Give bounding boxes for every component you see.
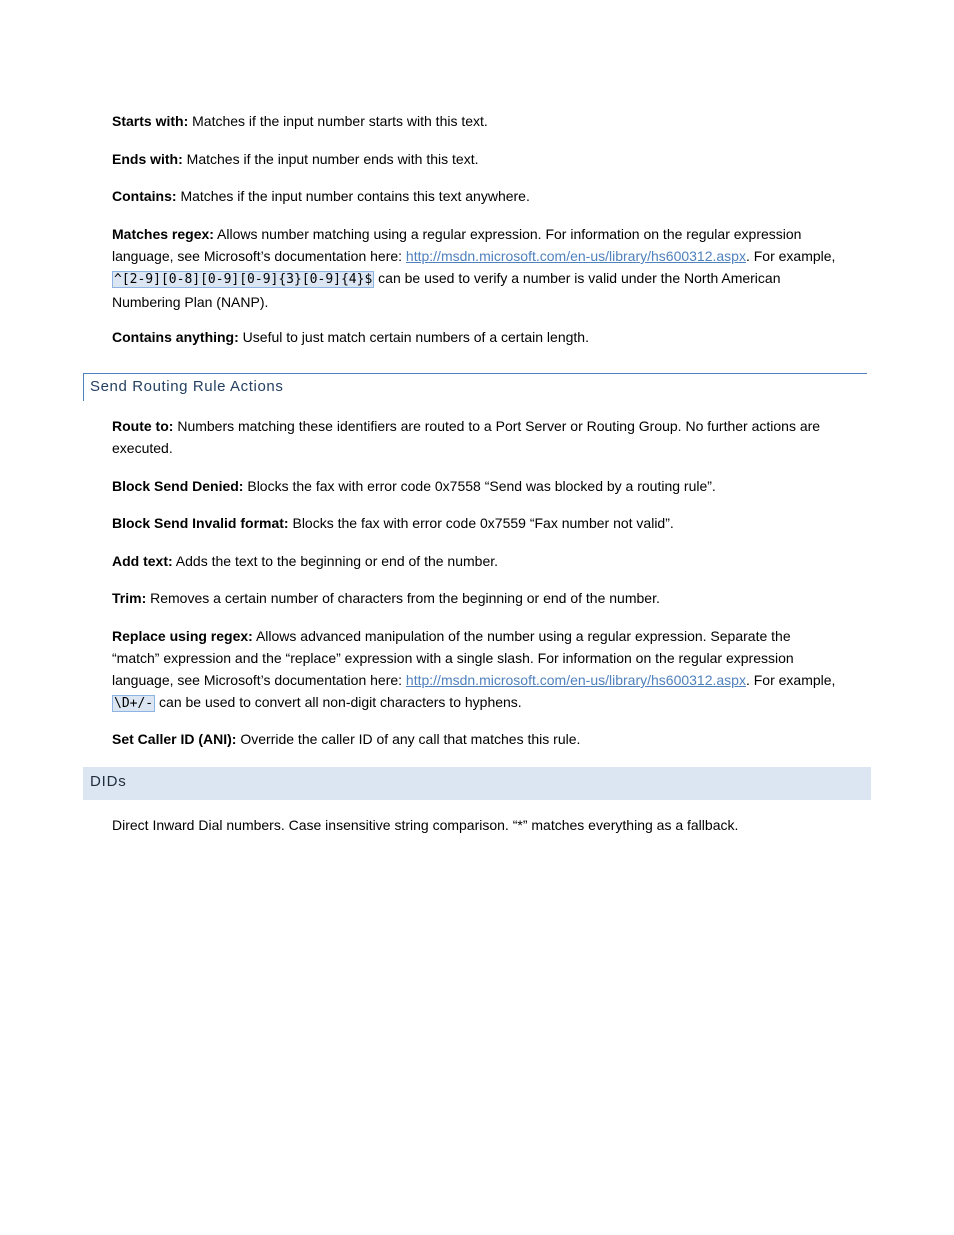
term-label: Route to: — [112, 418, 174, 434]
term-description: Blocks the fax with error code 0x7558 “Send was blocked by a routing rule”. — [243, 478, 716, 494]
term-label: Starts with: — [112, 113, 189, 129]
term-description: Removes a certain number of characters from the beginning or end of the number. — [146, 590, 660, 606]
term-description: Matches if the input number ends with this text. — [182, 151, 479, 167]
heading-text: DIDs — [90, 773, 127, 790]
block-send-denied-paragraph — [112, 475, 840, 497]
msdn-regex-link[interactable]: http://msdn.microsoft.com/en-us/library/hs600312.aspx — [405, 248, 746, 264]
term-label: Set Caller ID (ANI): — [112, 731, 237, 747]
term-description: Adds the text to the beginning or end of the number. — [172, 553, 499, 569]
contains-anything-paragraph — [112, 326, 840, 348]
replace-regex-code: \D+/- — [114, 696, 154, 711]
dids-heading — [83, 767, 871, 800]
trim-paragraph — [112, 587, 840, 609]
term-label: Matches regex: — [112, 226, 214, 242]
term-description: Useful to just match certain numbers of a certain length. — [238, 329, 589, 345]
dids-description: Direct Inward Dial numbers. Case insensitive string comparison. “*” matches everything as a fallback. — [112, 817, 739, 833]
replace-using-regex-paragraph — [112, 625, 840, 715]
starts-with-paragraph — [112, 110, 840, 132]
term-label: Ends with: — [112, 151, 183, 167]
set-caller-id-paragraph — [112, 728, 840, 750]
ends-with-paragraph — [112, 148, 840, 170]
term-label: Block Send Invalid format: — [112, 515, 289, 531]
term-description: can be used to convert all non-digit characters to hyphens. — [155, 694, 522, 710]
term-description: Numbers matching these identifiers are routed to a Port Server or Routing Group. No further actions are executed. — [112, 418, 821, 456]
term-description: . For example, — [745, 672, 836, 688]
term-description: Matches if the input number starts with this text. — [188, 113, 488, 129]
dids-paragraph — [112, 814, 840, 836]
msdn-regex-link[interactable]: http://msdn.microsoft.com/en-us/library/hs600312.aspx — [405, 672, 746, 688]
term-label: Block Send Denied: — [112, 478, 244, 494]
matches-regex-paragraph — [112, 223, 840, 313]
term-description: Blocks the fax with error code 0x7559 “Fax number not valid”. — [288, 515, 674, 531]
term-description: Override the caller ID of any call that matches this rule. — [236, 731, 581, 747]
term-description: Matches if the input number contains this text anywhere. — [176, 188, 530, 204]
block-send-invalid-format-paragraph — [112, 512, 840, 534]
term-label: Trim: — [112, 590, 147, 606]
term-label: Add text: — [112, 553, 173, 569]
term-description: Allows advanced manipulation of the number using a regular expression. Separate the “match” expression and the “replace” expression with a single slash. For information on the regular expression language, see Microsoft’s documentation here: — [112, 628, 794, 688]
send-routing-rule-actions-heading — [83, 373, 867, 401]
term-label: Replace using regex: — [112, 628, 253, 644]
route-to-paragraph — [112, 415, 840, 459]
contains-paragraph — [112, 185, 840, 207]
term-label: Contains: — [112, 188, 177, 204]
term-description: Allows number matching using a regular expression. For information on the regular expression language, see Microsoft’s documentation here: — [112, 226, 802, 264]
term-description: . For example, — [745, 248, 836, 264]
term-description: can be used to verify a number is valid under the North American Numbering Plan (NANP). — [112, 270, 781, 310]
heading-text: Send Routing Rule Actions — [90, 378, 284, 395]
nanp-regex-code: ^[2-9][0-8][0-9][0-9]{3}[0-9]{4}$ — [114, 272, 373, 287]
term-label: Contains anything: — [112, 329, 239, 345]
add-text-paragraph — [112, 550, 840, 572]
